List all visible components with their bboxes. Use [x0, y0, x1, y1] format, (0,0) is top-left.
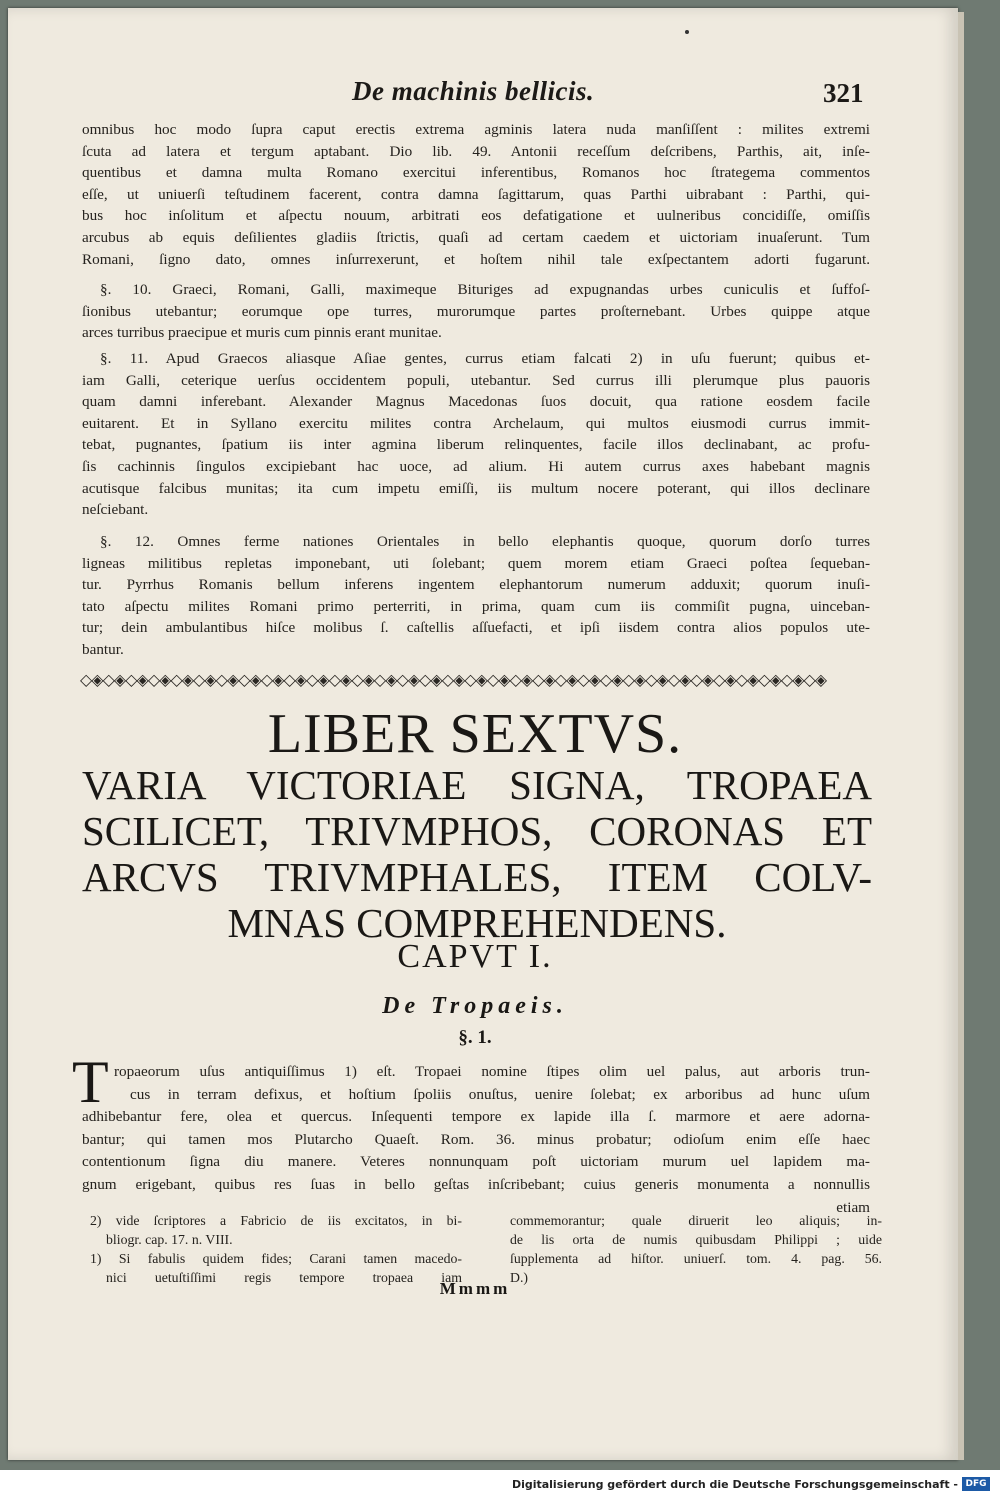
- section-mark: §. 1.: [458, 1027, 492, 1048]
- drop-cap: T: [72, 1049, 109, 1115]
- paragraph-11: [82, 348, 870, 521]
- signature-mark: Mmmm: [439, 1279, 511, 1298]
- text-line: eſſe, ut uniuerſi teſtudinem facerent, contra damna ſagittarum, quas Parthi uibrabant : Parthi, qui-: [82, 185, 870, 203]
- ornamental-rule: ◇◈◇◈◇◈◇◈◇◈◇◈◇◈◇◈◇◈◇◈◇◈◇◈◇◈◇◈◇◈◇◈◇◈◇◈◇◈◇◈◇◈◇◈◇◈◇◈◇◈◇◈◇◈◇◈◇◈◇◈◇◈◇◈◇◈: [80, 670, 827, 689]
- footnote-line: de lis orta de numis quibusdam Philippi ; uide: [510, 1232, 882, 1247]
- text-line: euitarent. Et in Syllano exercitu milites contra Archelaum, qui multos eiusmodi currus immit-: [82, 414, 870, 432]
- footnote-line: 2) vide ſcriptores a Fabricio de iis excitatos, in bi-: [90, 1213, 462, 1228]
- footnote-line: commemorantur; quale diruerit leo aliquis; in-: [510, 1213, 882, 1228]
- text-line: quam damni inferebant. Alexander Magnus Macedonas ſuos docuit, qua ratione eosdem facile: [82, 393, 870, 411]
- page-number: 321: [823, 78, 864, 108]
- text-line: arcubus ab equis deſilientes gladiis ſtrictis, quaſi ad certam caedem et uictoriam inuaſerunt. Tum: [82, 228, 870, 246]
- text-line: contentionum ſigna diu manere. Veteres nonnunquam poſt uictoriam murum uel lapidem ma-: [82, 1153, 870, 1171]
- text-line: ropaeorum uſus antiquiſſimus 1) eſt. Tropaei nomine ſtipes olim uel palus, aut arboris trun-: [114, 1063, 870, 1080]
- footnote-line: D.): [510, 1270, 529, 1285]
- text-line: bus hoc inſolitum et aſpectu nouum, arbitrati eos defatigatione et uulneribus concidiſſe, omiſſis: [82, 207, 870, 225]
- subtitle-line: MNAS COMPREHENDENS.: [227, 900, 727, 946]
- text-line: iam Galli, ceterique uerſus occidentem populi, utebantur. Sed currus illi plerumque plus pauoris: [82, 371, 870, 389]
- funding-credit: Digitalisierung gefördert durch die Deutsche Forschungsgemeinschaft -: [511, 1478, 958, 1491]
- chapter-title: De Tropaeis.: [382, 993, 568, 1019]
- text-line: tebat, pugnantes, ſpatium iis inter agmina liberum relinquentes, facile illos declinabant, ac profu-: [82, 436, 870, 454]
- text-line: ſionibus utebantur; eorumque ope turres, murorumque partes proſternebant. Urbes quippe atque: [82, 302, 870, 320]
- footnote-line: bliogr. cap. 17. n. VIII.: [106, 1232, 233, 1247]
- paragraph-10: [82, 279, 870, 344]
- text-line: ſcuta ad latera et tergum aptabant. Dio lib. 49. Antonii receſſum deſcribens, Parthis, ait, inſe-: [82, 142, 870, 160]
- text-line: tur; dein ambulantibus hiſce molibus ſ. caſtellis aſſuefacti, et ipſi iisdem contra alios populos ute-: [82, 619, 870, 637]
- subtitle-line: VARIA VICTORIAE SIGNA, TROPAEA: [82, 762, 872, 808]
- footnote-line: nici uetuſtiſſimi regis tempore tropaea iam: [106, 1270, 462, 1285]
- ink-speck: [685, 30, 689, 34]
- footnotes-left: [90, 1211, 462, 1287]
- footnote-line: ſupplementa ad hiſtor. uniuerſ. tom. 4. pag. 56.: [510, 1251, 882, 1266]
- book-title: LIBER SEXTVS.: [267, 703, 683, 765]
- text-line: §. 12. Omnes ferme nationes Orientales in bello elephantis quoque, quorum dorſo turres: [100, 533, 870, 550]
- paragraph-12: [82, 531, 870, 661]
- text-line: arces turribus praecipue et muris cum pinnis erant munitae.: [82, 324, 442, 342]
- text-line: §. 10. Graeci, Romani, Galli, maximeque Bituriges ad expugnandas urbes cuniculis et ſuffoſ-: [100, 281, 870, 298]
- dfg-logo: DFG: [962, 1477, 990, 1491]
- text-line: acutisque falcibus munitas; ita cum impetu emiſſi, iis multum nocere poterant, qui illos declinare: [82, 479, 870, 497]
- text-line: adhibebantur fere, olea et quercus. Inſequenti tempore ex lapide illa ſ. marmore et aere adorna-: [82, 1108, 870, 1126]
- footnotes-right: [510, 1211, 882, 1287]
- text-line: gnum erigebant, quibus res ſuas in bello geſtas inſcribebant; cuius generis monumenta a nonnullis: [82, 1175, 870, 1193]
- text-line: omnibus hoc modo ſupra caput erectis extrema agminis latera nuda manſiſſent : milites extremi: [82, 121, 870, 138]
- book-subtitle: [82, 762, 872, 946]
- subtitle-line: ARCVS TRIVMPHALES, ITEM COLV-: [82, 854, 872, 900]
- footnote-line: 1) Si fabulis quidem fides; Carani tamen macedo-: [90, 1251, 462, 1266]
- catchword: etiam: [836, 1198, 870, 1216]
- text-block-1: [82, 119, 870, 270]
- text-line: Romani, ſigno dato, omnes inſurrexerunt, et hoſtem nihil tale exſpectantem adorti fugarunt.: [82, 250, 870, 268]
- text-line: §. 11. Apud Graecos aliasque Aſiae gentes, currus etiam falcati 2) in uſu fuerunt; quibus et-: [100, 350, 870, 367]
- text-line: tur. Pyrrhus Romanis bellum inferens ingentem elephantorum numerum adduxit; quorum inuſi-: [82, 576, 870, 594]
- text-line: ligneas militibus repletas imponebant, uti ſolebant; quem morem etiam Graeci poſtea ſequeban-: [82, 554, 870, 572]
- text-line: bantur.: [82, 640, 124, 658]
- text-line: bantur; qui tamen mos Plutarcho Quaeſt. Rom. 36. minus probatur; odioſum enim eſſe haec: [82, 1130, 870, 1148]
- chapter-heading: CAPVT I.: [397, 938, 553, 975]
- main-paragraph: [82, 1061, 870, 1219]
- page-edge: [958, 12, 964, 1460]
- running-head: De machinis bellicis.: [352, 76, 595, 106]
- text-line: tato aſpectu milites Romani primo perterriti, in prima, quam cum iis commiſit pugna, uinceban-: [82, 597, 870, 615]
- text-line: cus in terram defixus, et hoſtium ſpoliis onuſtus, uenire ſolebat; ex arboribus ad hunc uſum: [130, 1085, 870, 1103]
- text-line: neſciebant.: [82, 501, 149, 519]
- text-line: ſis cachinnis ſingulos excipiebant hac uoce, ad alium. Hi autem currus axes habebant magnis: [82, 457, 870, 475]
- text-line: quentibus et damna multa Romano exercitui inferentibus, Romanos hoc ſtrategema commentos: [82, 164, 870, 182]
- subtitle-line: SCILICET, TRIVMPHOS, CORONAS ET: [82, 808, 872, 854]
